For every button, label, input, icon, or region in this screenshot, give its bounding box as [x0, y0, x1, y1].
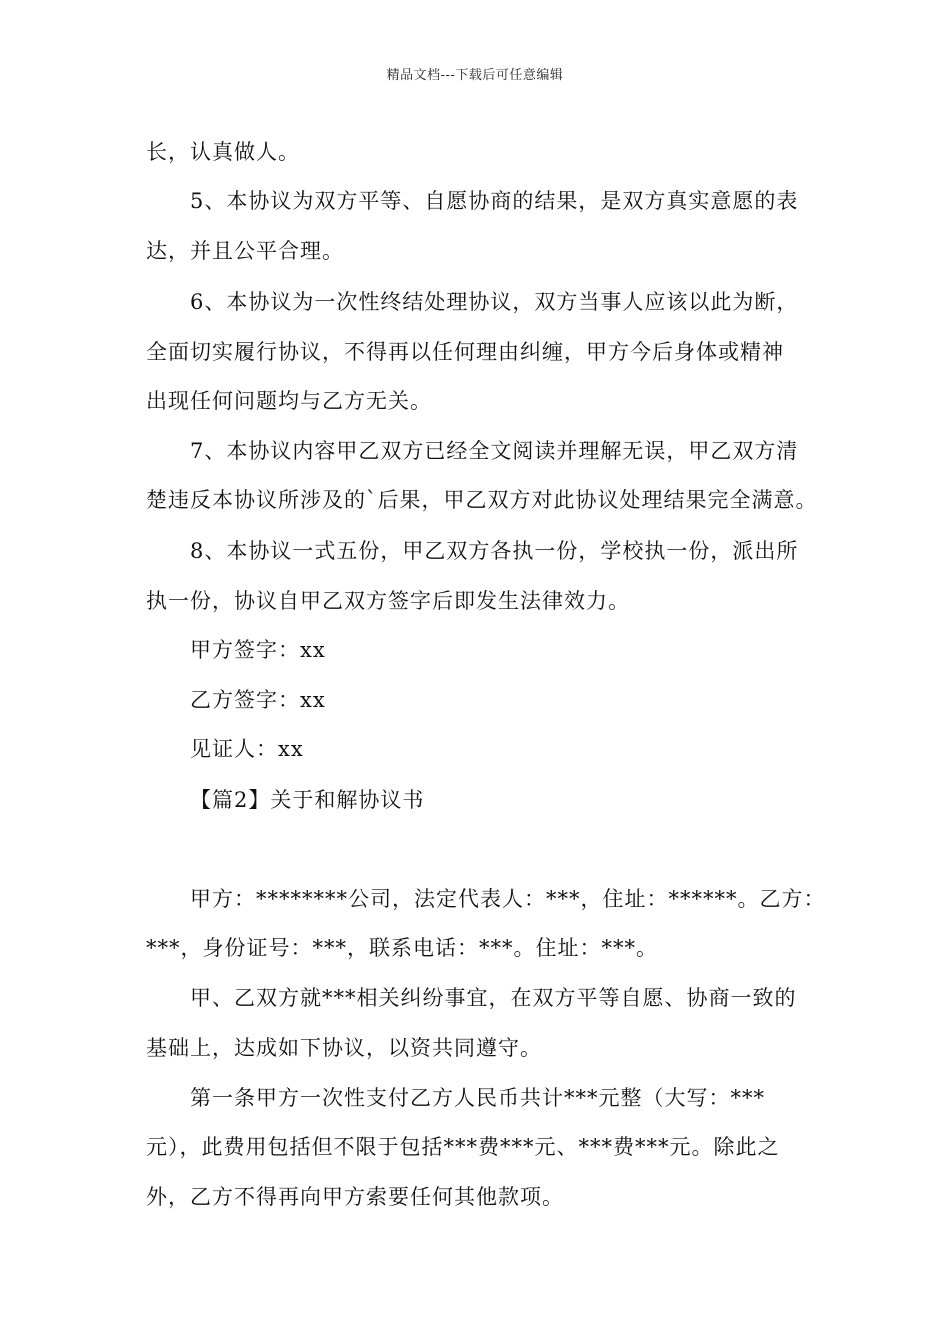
- body-line: 全面切实履行协议，不得再以任何理由纠缠，甲方今后身体或精神: [146, 340, 784, 364]
- preamble-line: 甲、乙双方就***相关纠纷事宜，在双方平等自愿、协商一致的: [190, 986, 797, 1010]
- clause-7-line: 7、本协议内容甲乙双方已经全文阅读并理解无误，甲乙双方清: [190, 439, 799, 463]
- body-line: 达，并且公平合理。: [146, 239, 344, 263]
- article-1-line: 第一条甲方一次性支付乙方人民币共计***元整（大写：***: [190, 1086, 765, 1110]
- party-b-signature: 乙方签字：xx: [190, 688, 326, 712]
- page-header: 精品文档---下载后可任意编辑: [386, 68, 564, 83]
- body-line: 外，乙方不得再向甲方索要任何其他款项。: [146, 1185, 564, 1209]
- body-line: 长，认真做人。: [146, 140, 300, 164]
- party-a-signature: 甲方签字：xx: [190, 638, 326, 662]
- section-heading: 【篇2】关于和解协议书: [190, 788, 425, 812]
- body-line: 出现任何问题均与乙方无关。: [146, 389, 432, 413]
- body-line: 基础上，达成如下协议，以资共同遵守。: [146, 1036, 542, 1060]
- clause-6-line: 6、本协议为一次性终结处理协议，双方当事人应该以此为断，: [190, 290, 799, 314]
- body-line: 元），此费用包括但不限于包括***费***元、***费***元。除此之: [146, 1135, 780, 1159]
- body-line: 执一份，协议自甲乙双方签字后即发生法律效力。: [146, 589, 630, 613]
- clause-5-line: 5、本协议为双方平等、自愿协商的结果，是双方真实意愿的表: [190, 189, 799, 213]
- body-line: ***，身份证号：***，联系电话：***。住址：***。: [146, 936, 658, 960]
- parties-line: 甲方：********公司，法定代表人：***，住址：******。乙方：: [190, 887, 826, 911]
- body-line: 楚违反本协议所涉及的`后果，甲乙双方对此协议处理结果完全满意。: [146, 488, 818, 512]
- witness-signature: 见证人：xx: [190, 737, 304, 761]
- clause-8-line: 8、本协议一式五份，甲乙双方各执一份，学校执一份，派出所: [190, 539, 799, 563]
